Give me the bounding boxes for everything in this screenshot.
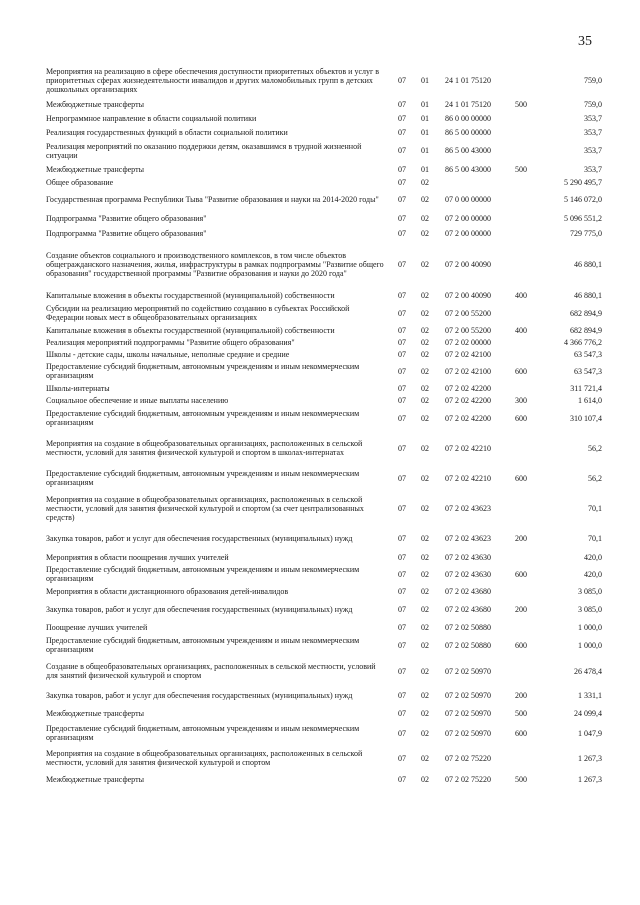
row-expense-kind: 200: [515, 533, 527, 543]
row-name: Создание в общеобразовательных организациях, расположенных в сельской местности, условий для занятий физической культурой и спортом: [46, 662, 376, 680]
row-expense-kind: 600: [515, 366, 527, 376]
row-name: Подпрограмма "Развитие общего образования": [46, 229, 207, 238]
row-article: 07 2 02 42100: [445, 366, 491, 376]
table-row: [46, 394, 602, 406]
row-amount: 46 880,1: [574, 260, 602, 269]
row-section: 07: [398, 99, 406, 109]
row-amount: 759,0: [584, 99, 602, 109]
row-subsection: 01: [421, 99, 429, 109]
row-subsection: 02: [421, 260, 429, 269]
row-name: Общее образование: [46, 177, 114, 187]
row-expense-kind: 500: [515, 164, 527, 174]
row-amount: 56,2: [588, 473, 602, 483]
table-row: [46, 336, 602, 348]
row-subsection: 02: [421, 366, 429, 376]
table-row: [46, 772, 602, 786]
row-subsection: 02: [421, 569, 429, 579]
row-name: Поощрение лучших учителей: [46, 622, 148, 632]
row-article: 07 2 02 43630: [445, 569, 491, 579]
row-subsection: 02: [421, 177, 429, 187]
row-expense-kind: 500: [515, 708, 527, 718]
table-row: [46, 360, 602, 382]
row-subsection: 01: [421, 76, 429, 85]
row-amount: 1 000,0: [578, 640, 602, 650]
row-section: 07: [398, 229, 406, 238]
row-section: 07: [398, 753, 406, 763]
row-section: 07: [398, 177, 406, 187]
row-section: 07: [398, 366, 406, 376]
row-name: Реализация мероприятий по оказанию поддержки детям, оказавшимся в трудной жизненной ситуации: [46, 141, 362, 160]
row-subsection: 02: [421, 213, 429, 223]
table-row: [46, 744, 602, 772]
row-section: 07: [398, 690, 406, 700]
row-amount: 5 096 551,2: [564, 213, 602, 223]
row-name: Межбюджетные трансферты: [46, 708, 144, 718]
table-row: [46, 348, 602, 360]
row-article: 07 2 02 50970: [445, 666, 491, 676]
row-amount: 353,7: [584, 164, 602, 174]
row-section: 07: [398, 383, 406, 393]
table-row: [46, 176, 602, 188]
row-amount: 682 894,9: [570, 325, 602, 335]
row-article: 07 2 02 42200: [445, 413, 491, 423]
row-subsection: 02: [421, 622, 429, 632]
row-section: 07: [398, 728, 406, 738]
row-section: 07: [398, 337, 406, 347]
row-name: Предоставление субсидий бюджетным, автономным учреждениям и иным некоммерческим организациям: [46, 362, 360, 380]
row-subsection: 02: [421, 708, 429, 718]
row-amount: 70,1: [588, 533, 602, 543]
table-row: [46, 288, 602, 302]
row-article: 07 2 00 40090: [445, 290, 491, 300]
row-article: 07 2 02 43623: [445, 533, 491, 543]
row-subsection: 02: [421, 337, 429, 347]
table-row: [46, 111, 602, 125]
table-row: [46, 162, 602, 176]
row-name: Мероприятия в области дистанционного образования детей-инвалидов: [46, 586, 289, 596]
row-expense-kind: 600: [515, 413, 527, 423]
row-amount: 26 478,4: [574, 666, 602, 676]
row-section: 07: [398, 213, 406, 223]
row-amount: 420,0: [584, 569, 602, 579]
row-amount: 1 267,3: [578, 774, 602, 784]
row-section: 07: [398, 164, 406, 174]
row-article: 07 2 00 55200: [445, 325, 491, 335]
row-expense-kind: 200: [515, 690, 527, 700]
row-subsection: 02: [421, 308, 429, 318]
budget-table: [46, 64, 602, 786]
row-name: Закупка товаров, работ и услуг для обеспечения государственных (муниципальных) нужд: [46, 604, 353, 614]
row-article: 07 2 02 00000: [445, 337, 491, 347]
row-subsection: 02: [421, 325, 429, 335]
row-section: 07: [398, 308, 406, 318]
row-name: Мероприятия на создание в общеобразовательных организациях, расположенных в сельской местности, условий для занятия физической культурой и спортом в школах-интернатах: [46, 439, 363, 457]
row-article: 07 2 00 00000: [445, 213, 491, 223]
row-section: 07: [398, 473, 406, 483]
row-name: Школы - детские сады, школы начальные, неполные средние и средние: [46, 349, 290, 359]
row-subsection: 02: [421, 640, 429, 650]
row-subsection: 01: [421, 164, 429, 174]
row-amount: 420,0: [584, 552, 602, 562]
row-name: Реализация мероприятий подпрограммы "Развитие общего образования": [46, 337, 295, 347]
row-section: 07: [398, 622, 406, 632]
row-article: 86 0 00 00000: [445, 113, 491, 123]
row-name: Предоставление субсидий бюджетным, автономным учреждениям и иным некоммерческим организациям: [46, 469, 360, 487]
row-name: Создание объектов социального и производственного комплексов, в том числе объектов общегражданского назначения, жилья, инфраструктуры в рамках подпрограммы "Развитие общего образования" государственной программы "Развитие образования и науки до 2020 года": [46, 251, 384, 278]
table-row: [46, 188, 602, 210]
row-section: 07: [398, 666, 406, 676]
row-article: 07 2 02 42100: [445, 349, 491, 359]
row-amount: 4 366 776,2: [564, 337, 602, 347]
row-name: Предоставление субсидий бюджетным, автономным учреждениям и иным некоммерческим организациям: [46, 565, 360, 583]
table-row: [46, 704, 602, 722]
row-section: 07: [398, 260, 406, 269]
row-article: 07 2 02 43680: [445, 586, 491, 596]
table-row: [46, 598, 602, 620]
row-amount: 3 085,0: [578, 604, 602, 614]
table-row: [46, 550, 602, 564]
row-article: 07 2 02 42200: [445, 383, 491, 393]
row-subsection: 02: [421, 194, 429, 204]
row-name: Капитальные вложения в объекты государственной (муниципальной) собственности: [46, 290, 335, 300]
row-name: Межбюджетные трансферты: [46, 99, 144, 109]
row-section: 07: [398, 413, 406, 423]
row-article: 07 2 02 43630: [445, 552, 491, 562]
row-amount: 63 547,3: [574, 366, 602, 376]
row-name: Предоставление субсидий бюджетным, автономным учреждениям и иным некоммерческим организациям: [46, 636, 360, 654]
table-row: [46, 722, 602, 744]
row-section: 07: [398, 774, 406, 784]
row-section: 07: [398, 349, 406, 359]
row-article: 07 2 02 43680: [445, 604, 491, 614]
row-subsection: 02: [421, 753, 429, 763]
table-row: [46, 226, 602, 241]
row-amount: 729 775,0: [570, 229, 602, 238]
row-expense-kind: 600: [515, 728, 527, 738]
table-row: [46, 584, 602, 598]
row-name: Межбюджетные трансферты: [46, 774, 144, 784]
row-name: Мероприятия на реализацию в сфере обеспечения доступности приоритетных объектов и услуг в приоритетных сферах жизнедеятельности инвалидов и других маломобильных групп в детских дошкольных организациях: [46, 67, 380, 94]
row-section: 07: [398, 290, 406, 300]
row-name: Предоставление субсидий бюджетным, автономным учреждениям и иным некоммерческим организациям: [46, 409, 360, 427]
row-subsection: 02: [421, 443, 429, 453]
row-name: Межбюджетные трансферты: [46, 164, 144, 174]
row-name: Мероприятия в области поощрения лучших учителей: [46, 552, 229, 562]
table-row: [46, 64, 602, 97]
row-name: Предоставление субсидий бюджетным, автономным учреждениям и иным некоммерческим организациям: [46, 724, 360, 742]
table-row: [46, 564, 602, 584]
row-section: 07: [398, 640, 406, 650]
table-row: [46, 656, 602, 686]
table-row: [46, 430, 602, 466]
row-subsection: 02: [421, 413, 429, 423]
table-row: [46, 241, 602, 288]
row-article: 24 1 01 75120: [445, 76, 491, 85]
row-subsection: 01: [421, 146, 429, 155]
row-amount: 1 000,0: [578, 622, 602, 632]
row-amount: 24 099,4: [574, 708, 602, 718]
row-name: Мероприятия на создание в общеобразовательных организациях, расположенных в сельской местности, условий для занятия физической культурой и спортом: [46, 749, 363, 767]
row-subsection: 02: [421, 290, 429, 300]
row-name: Подпрограмма "Развитие общего образования": [46, 213, 207, 223]
row-subsection: 02: [421, 383, 429, 393]
row-article: 07 2 02 42210: [445, 473, 491, 483]
row-section: 07: [398, 76, 406, 85]
table-row: [46, 302, 602, 324]
row-amount: 682 894,9: [570, 308, 602, 318]
row-article: 24 1 01 75120: [445, 99, 491, 109]
row-expense-kind: 600: [515, 640, 527, 650]
row-expense-kind: 300: [515, 395, 527, 405]
table-row: [46, 324, 602, 336]
row-name: Закупка товаров, работ и услуг для обеспечения государственных (муниципальных) нужд: [46, 533, 353, 543]
row-article: 07 2 02 42210: [445, 443, 491, 453]
row-section: 07: [398, 443, 406, 453]
row-article: 07 2 02 43623: [445, 503, 491, 513]
row-article: 07 2 02 50970: [445, 708, 491, 718]
row-amount: 70,1: [588, 503, 602, 513]
table-row: [46, 634, 602, 656]
row-subsection: 01: [421, 127, 429, 137]
row-name: Капитальные вложения в объекты государственной (муниципальной) собственности: [46, 325, 335, 335]
table-row: [46, 382, 602, 394]
row-amount: 1 331,1: [578, 690, 602, 700]
table-row: [46, 210, 602, 226]
row-amount: 311 721,4: [570, 383, 602, 393]
row-section: 07: [398, 395, 406, 405]
table-row: [46, 139, 602, 162]
row-section: 07: [398, 552, 406, 562]
table-row: [46, 620, 602, 634]
row-subsection: 02: [421, 604, 429, 614]
row-subsection: 02: [421, 728, 429, 738]
row-amount: 759,0: [584, 76, 602, 85]
row-amount: 1 267,3: [578, 753, 602, 763]
row-subsection: 02: [421, 349, 429, 359]
row-article: 07 2 00 00000: [445, 229, 491, 238]
row-section: 07: [398, 325, 406, 335]
row-name: Школы-интернаты: [46, 383, 110, 393]
row-amount: 353,7: [584, 113, 602, 123]
row-section: 07: [398, 708, 406, 718]
row-article: 07 2 02 50970: [445, 690, 491, 700]
table-row: [46, 97, 602, 111]
row-section: 07: [398, 604, 406, 614]
row-subsection: 02: [421, 586, 429, 596]
row-article: 86 5 00 00000: [445, 127, 491, 137]
row-amount: 5 290 495,7: [564, 177, 602, 187]
row-amount: 1 047,9: [578, 728, 602, 738]
row-amount: 56,2: [588, 443, 602, 453]
row-article: 86 5 00 43000: [445, 146, 491, 155]
row-subsection: 02: [421, 774, 429, 784]
row-section: 07: [398, 569, 406, 579]
row-amount: 63 547,3: [574, 349, 602, 359]
row-article: 07 2 00 55200: [445, 308, 491, 318]
row-expense-kind: 500: [515, 99, 527, 109]
row-article: 07 2 02 50880: [445, 622, 491, 632]
row-expense-kind: 400: [515, 325, 527, 335]
row-amount: 1 614,0: [578, 395, 602, 405]
row-amount: 353,7: [584, 127, 602, 137]
row-expense-kind: 600: [515, 473, 527, 483]
row-name: Социальное обеспечение и иные выплаты населению: [46, 395, 229, 405]
row-article: 07 2 02 50880: [445, 640, 491, 650]
row-subsection: 02: [421, 533, 429, 543]
row-name: Субсидии на реализацию мероприятий по содействию созданию в субъектах Российской Федерации новых мест в общеобразовательных организациях: [46, 304, 350, 322]
row-section: 07: [398, 194, 406, 204]
row-expense-kind: 500: [515, 774, 527, 784]
row-name: Государственная программа Республики Тыва "Развитие образования и науки на 2014-2020 годы": [46, 194, 379, 204]
row-amount: 5 146 072,0: [564, 194, 602, 204]
row-section: 07: [398, 127, 406, 137]
table-row: [46, 406, 602, 430]
page-number: 35: [578, 34, 592, 49]
table-row: [46, 526, 602, 550]
row-amount: 3 085,0: [578, 586, 602, 596]
row-article: 07 2 02 75220: [445, 774, 491, 784]
table-row: [46, 466, 602, 490]
row-subsection: 01: [421, 113, 429, 123]
row-subsection: 02: [421, 503, 429, 513]
row-name: Непрограммное направление в области социальной политики: [46, 113, 257, 123]
row-article: 07 0 00 00000: [445, 194, 491, 204]
table-row: [46, 686, 602, 704]
row-expense-kind: 200: [515, 604, 527, 614]
row-subsection: 02: [421, 229, 429, 238]
row-name: Мероприятия на создание в общеобразовательных организациях, расположенных в сельской местности, условий для занятия физической культурой и спортом (за счет централизованных средств): [46, 494, 364, 522]
row-section: 07: [398, 146, 406, 155]
row-section: 07: [398, 533, 406, 543]
row-article: 07 2 00 40090: [445, 260, 491, 269]
row-expense-kind: 400: [515, 290, 527, 300]
row-article: 07 2 02 50970: [445, 728, 491, 738]
row-subsection: 02: [421, 690, 429, 700]
row-section: 07: [398, 586, 406, 596]
row-subsection: 02: [421, 552, 429, 562]
row-amount: 310 107,4: [570, 413, 602, 423]
row-subsection: 02: [421, 395, 429, 405]
row-article: 86 5 00 43000: [445, 164, 491, 174]
table-row: [46, 490, 602, 526]
row-name: Закупка товаров, работ и услуг для обеспечения государственных (муниципальных) нужд: [46, 690, 353, 700]
row-subsection: 02: [421, 666, 429, 676]
table-row: [46, 125, 602, 139]
row-section: 07: [398, 113, 406, 123]
row-name: Реализация государственных функций в области социальной политики: [46, 127, 288, 137]
row-amount: 46 880,1: [574, 290, 602, 300]
row-subsection: 02: [421, 473, 429, 483]
row-article: 07 2 02 75220: [445, 753, 491, 763]
row-amount: 353,7: [584, 146, 602, 155]
row-article: 07 2 02 42200: [445, 395, 491, 405]
row-section: 07: [398, 503, 406, 513]
row-expense-kind: 600: [515, 569, 527, 579]
